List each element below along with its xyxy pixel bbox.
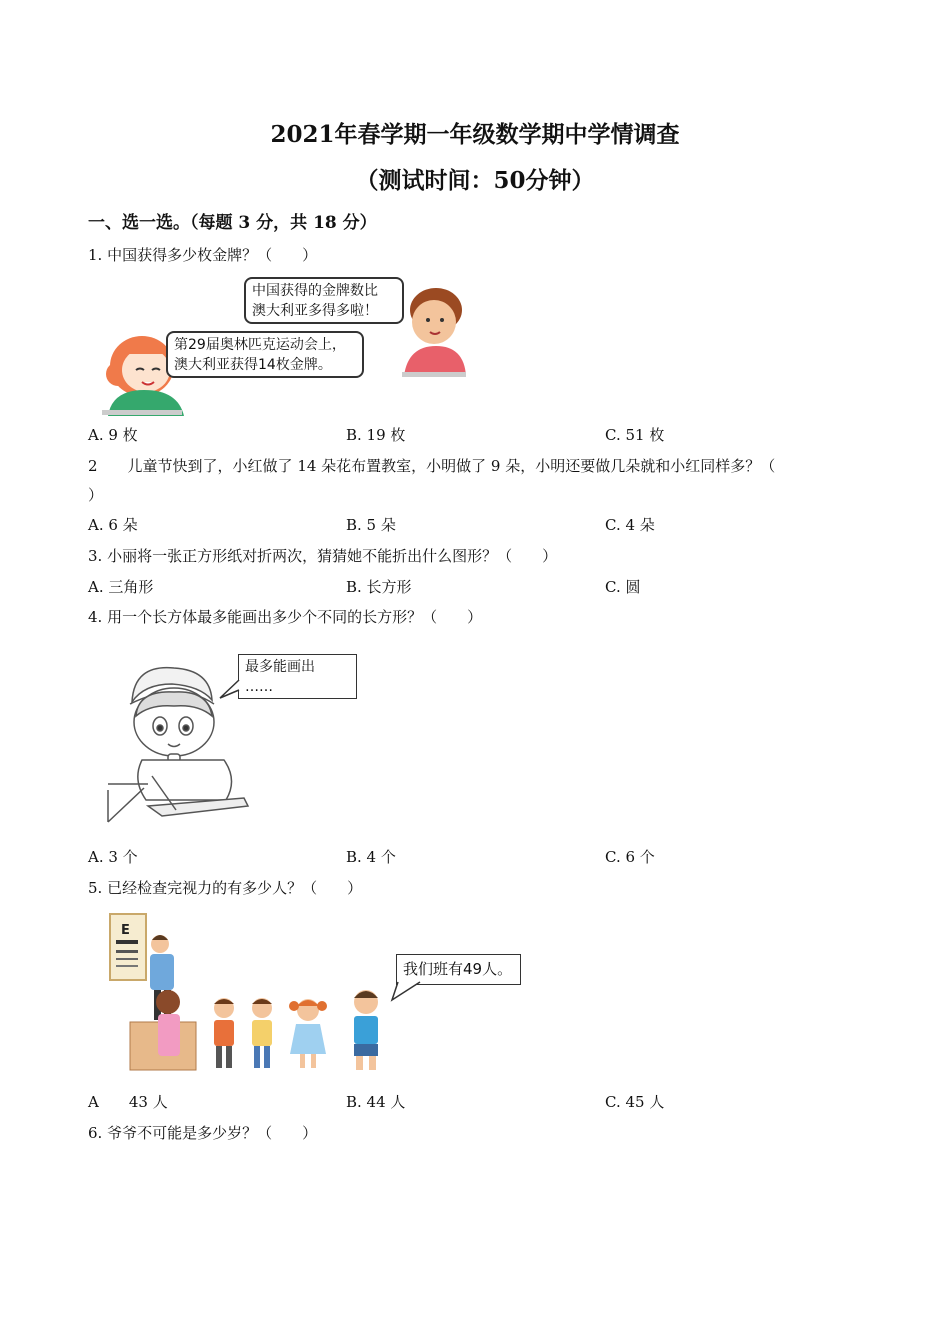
section-heading: 一、选一选。（每题 3 分，共 18 分） bbox=[88, 213, 377, 233]
question-4-text: 4. 用一个长方体最多能画出多少个不同的长方形？（ ） bbox=[88, 608, 483, 626]
q3-option-c[interactable]: C. 圆 bbox=[605, 578, 641, 596]
q5-option-b[interactable]: B. 44 人 bbox=[346, 1093, 406, 1111]
q1-option-b[interactable]: B. 19 枚 bbox=[346, 426, 406, 444]
q5-option-a[interactable]: A 43 人 bbox=[88, 1093, 168, 1111]
question-2-text: 2 儿童节快到了，小红做了 14 朵花布置教室，小明做了 9 朵，小明还要做几朵就和小红同样多？（ bbox=[88, 457, 776, 475]
page-title: 2021年春学期一年级数学期中学情调查 bbox=[270, 121, 680, 148]
q5-option-c[interactable]: C. 45 人 bbox=[605, 1093, 665, 1111]
q4-option-a[interactable]: A. 3 个 bbox=[88, 848, 138, 866]
q1-option-a[interactable]: A. 9 枚 bbox=[88, 426, 138, 444]
bubble-tail-q5 bbox=[390, 980, 430, 1002]
question-2-text-cont: ） bbox=[88, 486, 104, 504]
q2-option-b[interactable]: B. 5 朵 bbox=[346, 516, 396, 534]
question-5-text: 5. 已经检查完视力的有多少人？（ ） bbox=[88, 879, 363, 897]
q4-option-c[interactable]: C. 6 个 bbox=[605, 848, 655, 866]
speech-bubble-q5: 我们班有49人。 bbox=[396, 954, 521, 985]
question-1-text: 1. 中国获得多少枚金牌？（ ） bbox=[88, 246, 318, 264]
question-6-text: 6. 爷爷不可能是多少岁？（ ） bbox=[88, 1124, 318, 1142]
q3-option-a[interactable]: A. 三角形 bbox=[88, 578, 154, 596]
speech-bubble-girl: 第29届奥林匹克运动会上， 澳大利亚获得14枚金牌。 bbox=[166, 331, 364, 378]
q1-option-c[interactable]: C. 51 枚 bbox=[605, 426, 665, 444]
boy-illustration bbox=[400, 284, 470, 378]
eye-chart-letter: E bbox=[121, 923, 130, 938]
speech-bubble-boy: 中国获得的金牌数比 澳大利亚多得多啦！ bbox=[244, 277, 404, 324]
q4-option-b[interactable]: B. 4 个 bbox=[346, 848, 396, 866]
bubble-tail bbox=[218, 678, 242, 700]
question-3-text: 3. 小丽将一张正方形纸对折两次，猜猜她不能折出什么图形？（ ） bbox=[88, 547, 558, 565]
speech-bubble-q4: 最多能画出 …… bbox=[238, 654, 357, 699]
page-subtitle: （测试时间：50分钟） bbox=[355, 167, 595, 194]
eye-test-illustration bbox=[108, 910, 398, 1076]
q2-option-c[interactable]: C. 4 朵 bbox=[605, 516, 655, 534]
q3-option-b[interactable]: B. 长方形 bbox=[346, 578, 412, 596]
q2-option-a[interactable]: A. 6 朵 bbox=[88, 516, 138, 534]
